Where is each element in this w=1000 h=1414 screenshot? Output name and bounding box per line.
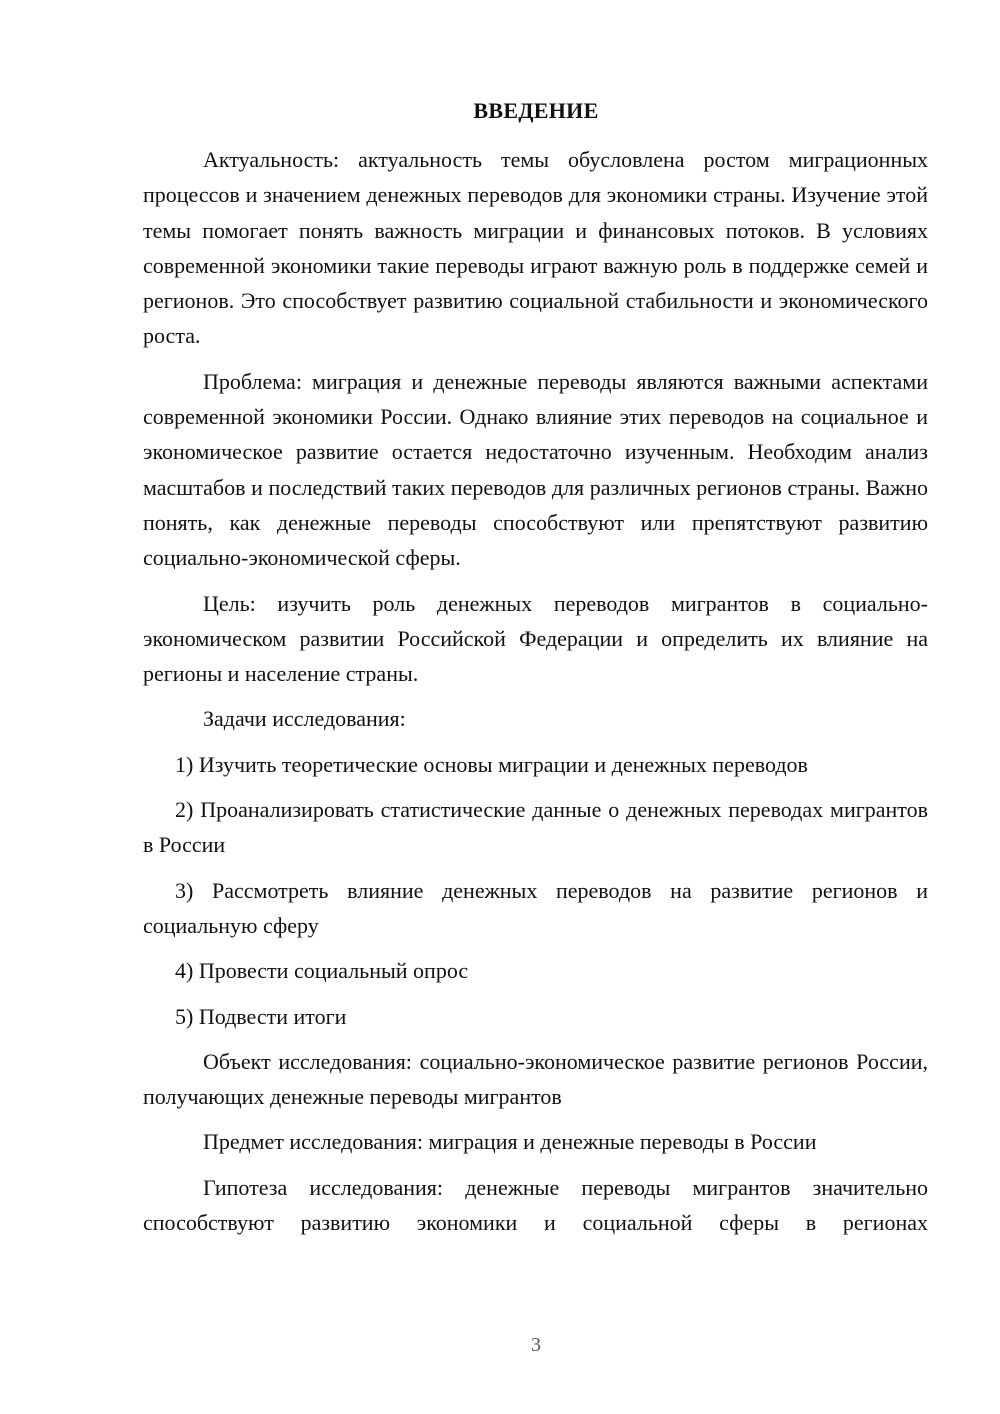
- paragraph-object: Объект исследования: социально-экономическое развитие регионов России, получающих денежные переводы мигрантов: [143, 1048, 928, 1110]
- document-body: [143, 142, 928, 1250]
- paragraph-subject: Предмет исследования: миграция и денежные переводы в России: [203, 1129, 817, 1155]
- list-item: 5) Подвести итоги: [175, 1003, 347, 1029]
- tasks-list: [143, 747, 928, 1034]
- list-item: 1) Изучить теоретические основы миграции и денежных переводов: [175, 751, 808, 777]
- list-item: 3) Рассмотреть влияние денежных переводов на развитие регионов и социальную сферу: [143, 877, 928, 938]
- list-item: 4) Провести социальный опрос: [175, 958, 469, 984]
- tasks-title: Задачи исследования:: [203, 706, 406, 732]
- paragraph-relevance: Актуальность: актуальность темы обусловлена ростом миграционных процессов и значением денежных переводов для экономики страны. Изучение этой темы помогает понять важность миграции и финансовых потоков. В условиях современной экономики такие переводы играют важную роль в поддержке семей и регионов. Это способствует развитию социальной стабильности и экономического роста.: [143, 147, 928, 349]
- page-number: 3: [531, 1334, 541, 1356]
- list-item: 2) Проанализировать статистические данные о денежных переводах мигрантов в России: [143, 797, 928, 858]
- section-heading: ВВЕДЕНИЕ: [473, 98, 599, 123]
- paragraph-goal: Цель: изучить роль денежных переводов мигрантов в социально-экономическом развитии Российской Федерации и определить их влияние на регионы и население страны.: [143, 590, 928, 687]
- paragraph-hypothesis: Гипотеза исследования: денежные переводы мигрантов значительно способствуют развитию экономики и социальной сферы в регионах: [143, 1174, 928, 1236]
- paragraph-problem: Проблема: миграция и денежные переводы являются важными аспектами современной экономики России. Однако влияние этих переводов на социальное и экономическое развитие остается недостаточно изученным. Необходим анализ масштабов и последствий таких переводов для различных регионов страны. Важно понять, как денежные переводы способствуют или препятствуют развитию социально-экономической сферы.: [143, 368, 928, 571]
